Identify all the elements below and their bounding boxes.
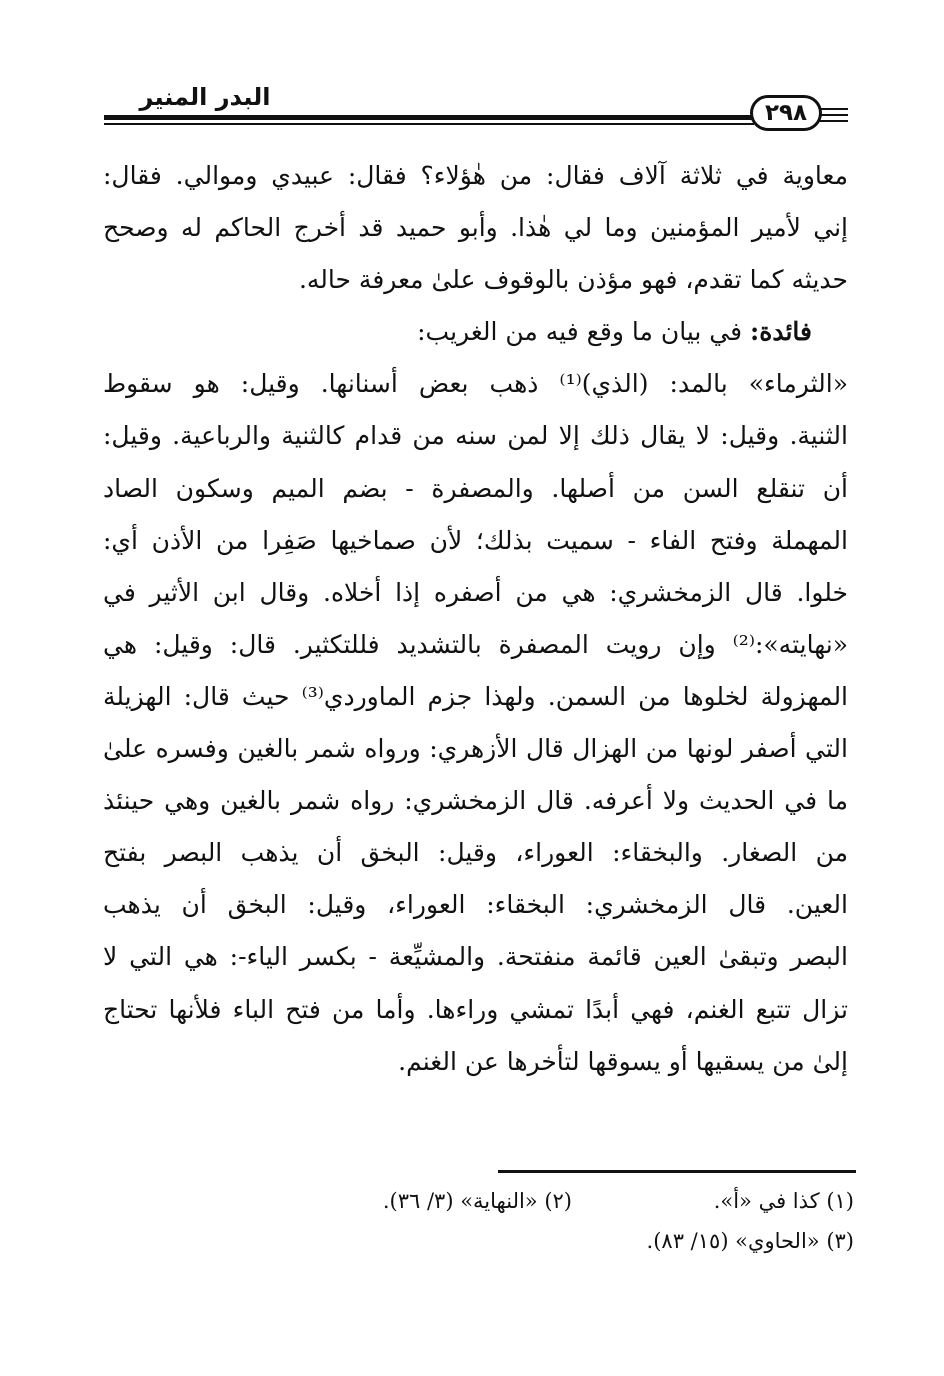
footnote-1: (١) كذا في «أ». xyxy=(713,1189,854,1213)
text-line: تزال تتبع الغنم، فهي أبدًا تمشي وراءها. وأما من فتح الباء فلأنها تحتاج xyxy=(103,994,848,1024)
faida-label: فائدة: xyxy=(750,317,812,347)
header-rule xyxy=(104,115,754,120)
text-line: البصر وتبقىٰ العين قائمة منفتحة. والمشيِّعة - بكسر الياء-: هي التي لا xyxy=(103,942,848,972)
faida-text: في بيان ما وقع فيه من الغريب: xyxy=(417,317,743,347)
main-text xyxy=(103,150,848,1088)
header-ornament-line xyxy=(818,108,848,110)
text-line: أن تنقلع السن من أصلها. والمصفرة - بضم الميم وسكون الصاد xyxy=(103,473,848,503)
text-line: إني لأمير المؤمنين وما لي هٰذا. وأبو حميد قد أخرج الحاكم له وصحح xyxy=(103,213,848,243)
text-line: الثنية. وقيل: لا يقال ذلك إلا لمن سنه من قدام كالثنية والرباعية. وقيل: xyxy=(103,421,848,451)
footnote-3: (٣) «الحاوي» (١٥/ ٨٣). xyxy=(646,1229,854,1253)
text-line: خلوا. قال الزمخشري: هي من أصفره إذا أخلاه. وقال ابن الأثير في xyxy=(103,577,848,607)
text-line: «نهايته»:⁽²⁾ وإن رويت المصفرة بالتشديد فللتكثير. قال: وقيل: هي xyxy=(103,629,848,659)
text-line: المهملة وفتح الفاء - سميت بذلك؛ لأن صماخيها صَفِرا من الأذن أي: xyxy=(103,525,848,555)
text-line: «الثرماء» بالمد: (الذي)⁽¹⁾ ذهب بعض أسنانها. وقيل: هو سقوط xyxy=(103,369,848,399)
text-line: المهزولة لخلوها من السمن. ولهذا جزم الماوردي⁽³⁾ حيث قال: الهزيلة xyxy=(103,681,849,711)
text-line: من الصغار. والبخقاء: العوراء، وقيل: البخق أن يذهب البصر بفتح xyxy=(103,838,848,868)
text-line: معاوية في ثلاثة آلاف فقال: من هٰؤلاء؟ فقال: عبيدي وموالي. فقال: xyxy=(103,161,848,190)
faida-heading xyxy=(103,306,848,358)
header-rule-thin xyxy=(104,123,754,125)
footnote-separator xyxy=(498,1170,856,1173)
running-header-title: البدر المنير xyxy=(139,83,271,111)
text-line: التي أصفر لونها من الهزال قال الأزهري: ورواه شمر بالغين وفسره علىٰ xyxy=(103,734,848,764)
page-number: ٢٩٨ xyxy=(750,95,822,131)
header-ornament-line xyxy=(818,114,848,116)
text-line: إلىٰ من يسقيها أو يسوقها لتأخرها عن الغنم. xyxy=(398,1046,848,1076)
text-line: حديثه كما تقدم، فهو مؤذن بالوقوف علىٰ معرفة حاله. xyxy=(298,265,848,295)
text-line: العين. قال الزمخشري: البخقاء: العوراء، وقيل: البخق أن يذهب xyxy=(103,890,848,920)
text-line: ما في الحديث ولا أعرفه. قال الزمخشري: رواه شمر بالغين وهي حينئذ xyxy=(103,786,848,816)
footnote-2: (٢) «النهاية» (٣/ ٣٦). xyxy=(382,1189,572,1213)
header-ornament-line xyxy=(818,120,848,122)
